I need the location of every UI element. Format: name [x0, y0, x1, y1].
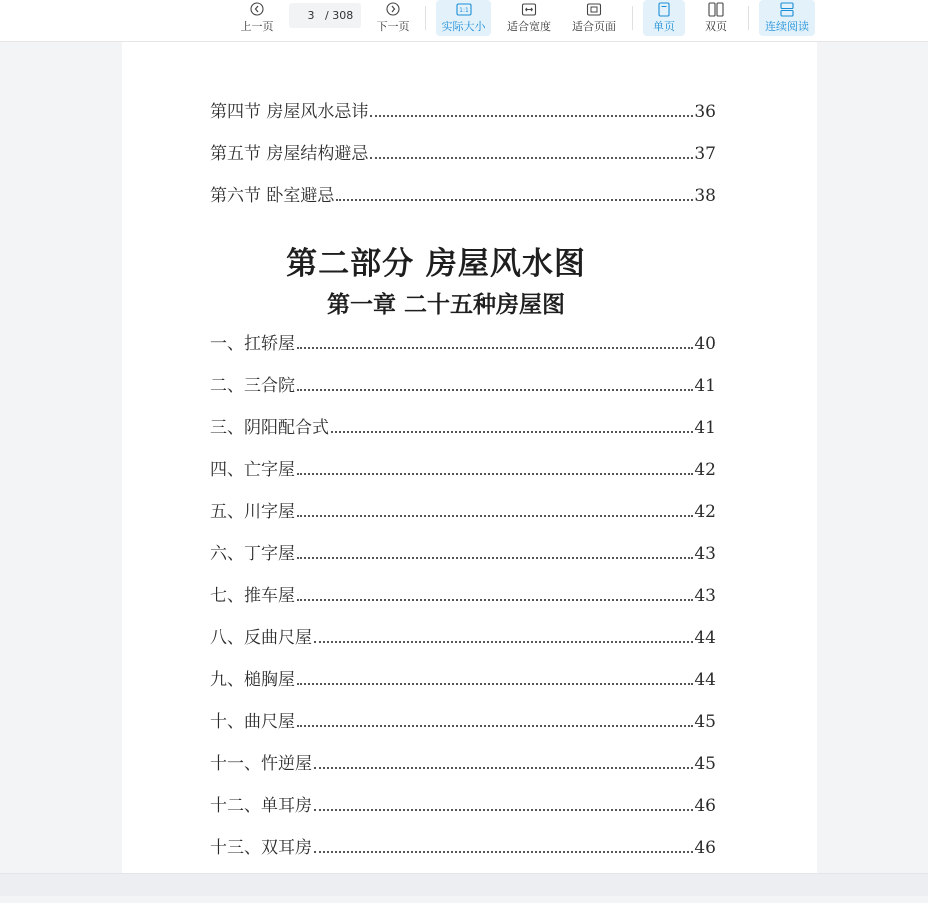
single-page-icon: [658, 1, 670, 17]
dot-leader: [297, 347, 693, 349]
dot-leader: [297, 599, 693, 601]
dot-leader: [314, 767, 693, 769]
svg-text:1:1: 1:1: [458, 6, 469, 14]
toc-page-number: 44: [694, 670, 716, 690]
viewer-toolbar: [0, 0, 928, 42]
toc-title: 十二、单耳房: [210, 796, 312, 816]
toolbar-divider: [748, 6, 749, 30]
actual-size-icon: [456, 1, 472, 17]
total-pages: / 308: [325, 9, 354, 22]
toc-page-number: 38: [694, 186, 716, 206]
toc-page-number: 41: [694, 418, 716, 438]
dot-leader: [314, 851, 693, 853]
continuous-reading-label: 连续阅读: [765, 20, 809, 33]
actual-size-label: 实际大小: [441, 20, 486, 33]
actual-size-button[interactable]: [436, 0, 491, 36]
next-page-button[interactable]: [373, 0, 413, 36]
fit-width-button[interactable]: [502, 0, 556, 36]
part-title: 第二部分 房屋风水图: [286, 246, 586, 282]
toc-row[interactable]: [210, 330, 716, 354]
toolbar-divider: [425, 6, 426, 30]
toc-page-number: 42: [694, 502, 716, 522]
toc-title: 三、阴阳配合式: [210, 418, 329, 438]
single-page-button[interactable]: [643, 0, 685, 36]
dot-leader: [370, 157, 693, 159]
toc-title: 二、三合院: [210, 376, 295, 396]
dot-leader: [297, 725, 693, 727]
toc-row[interactable]: [210, 666, 716, 690]
dot-leader: [331, 431, 693, 433]
double-page-label: 双页: [705, 20, 727, 33]
toc-title: 六、丁字屋: [210, 544, 295, 564]
toc-page-number: 46: [694, 796, 716, 816]
toc-row[interactable]: [210, 792, 716, 816]
toc-row[interactable]: [210, 540, 716, 564]
toc-page-number: 42: [694, 460, 716, 480]
toc-row[interactable]: [210, 414, 716, 438]
toc-page-number: 45: [694, 712, 716, 732]
toolbar-divider: [632, 6, 633, 30]
toc-row[interactable]: [210, 624, 716, 648]
dot-leader: [297, 389, 693, 391]
prev-page-button[interactable]: [237, 0, 277, 36]
double-page-icon: [708, 1, 724, 17]
toc-page-number: 37: [694, 144, 716, 164]
toc-page-number: 43: [694, 586, 716, 606]
toc-row[interactable]: [210, 498, 716, 522]
toc-page-number: 44: [694, 628, 716, 648]
toc-title: 十一、忤逆屋: [210, 754, 312, 774]
toc-title: 十三、双耳房: [210, 838, 312, 858]
toc-title: 九、槌胸屋: [210, 670, 295, 690]
toc-row[interactable]: [210, 98, 716, 122]
toc-title: 七、推车屋: [210, 586, 295, 606]
viewer-bottom-bar: [0, 873, 928, 896]
toc-title: 十、曲尺屋: [210, 712, 295, 732]
continuous-reading-icon: [780, 1, 794, 17]
single-page-label: 单页: [653, 20, 675, 33]
dot-leader: [297, 473, 693, 475]
toc-title: 第四节 房屋风水忌讳: [210, 102, 369, 122]
toc-title: 五、川字屋: [210, 502, 295, 522]
toc-row[interactable]: [210, 140, 716, 164]
fit-page-icon: [586, 1, 602, 17]
fit-page-button[interactable]: [567, 0, 621, 36]
chevron-right-circle-icon: [386, 1, 400, 17]
fit-page-label: 适合页面: [572, 20, 616, 33]
fit-width-label: 适合宽度: [507, 20, 551, 33]
fit-width-icon: [521, 1, 537, 17]
toc-page-number: 43: [694, 544, 716, 564]
toc-row[interactable]: [210, 834, 716, 858]
next-page-label: 下一页: [376, 20, 410, 33]
continuous-reading-button[interactable]: [759, 0, 815, 36]
toc-row[interactable]: [210, 582, 716, 606]
toc-row[interactable]: [210, 708, 716, 732]
toc-title: 八、反曲尺屋: [210, 628, 312, 648]
page-number-field[interactable]: [289, 3, 361, 28]
dot-leader: [336, 199, 693, 201]
toc-title: 第五节 房屋结构避忌: [210, 144, 369, 164]
chevron-left-circle-icon: [250, 1, 264, 17]
toc-title: 一、扛轿屋: [210, 334, 295, 354]
toc-page-number: 40: [694, 334, 716, 354]
toc-page-number: 41: [694, 376, 716, 396]
chapter-title: 第一章 二十五种房屋图: [326, 291, 565, 318]
toc-row[interactable]: [210, 456, 716, 480]
toc-title: 第六节 卧室避忌: [210, 186, 335, 206]
document-page: [122, 42, 817, 873]
dot-leader: [314, 809, 693, 811]
prev-page-label: 上一页: [240, 20, 274, 33]
toc-title: 四、亡字屋: [210, 460, 295, 480]
toc-row[interactable]: [210, 750, 716, 774]
toc-row[interactable]: [210, 372, 716, 396]
toc-page-number: 45: [694, 754, 716, 774]
dot-leader: [297, 683, 693, 685]
dot-leader: [370, 115, 693, 117]
double-page-button[interactable]: [695, 0, 737, 36]
dot-leader: [297, 557, 693, 559]
current-page-input[interactable]: [297, 9, 325, 22]
toc-page-number: 36: [694, 102, 716, 122]
toc-page-number: 46: [694, 838, 716, 858]
dot-leader: [314, 641, 693, 643]
toc-row[interactable]: [210, 182, 716, 206]
dot-leader: [297, 515, 693, 517]
